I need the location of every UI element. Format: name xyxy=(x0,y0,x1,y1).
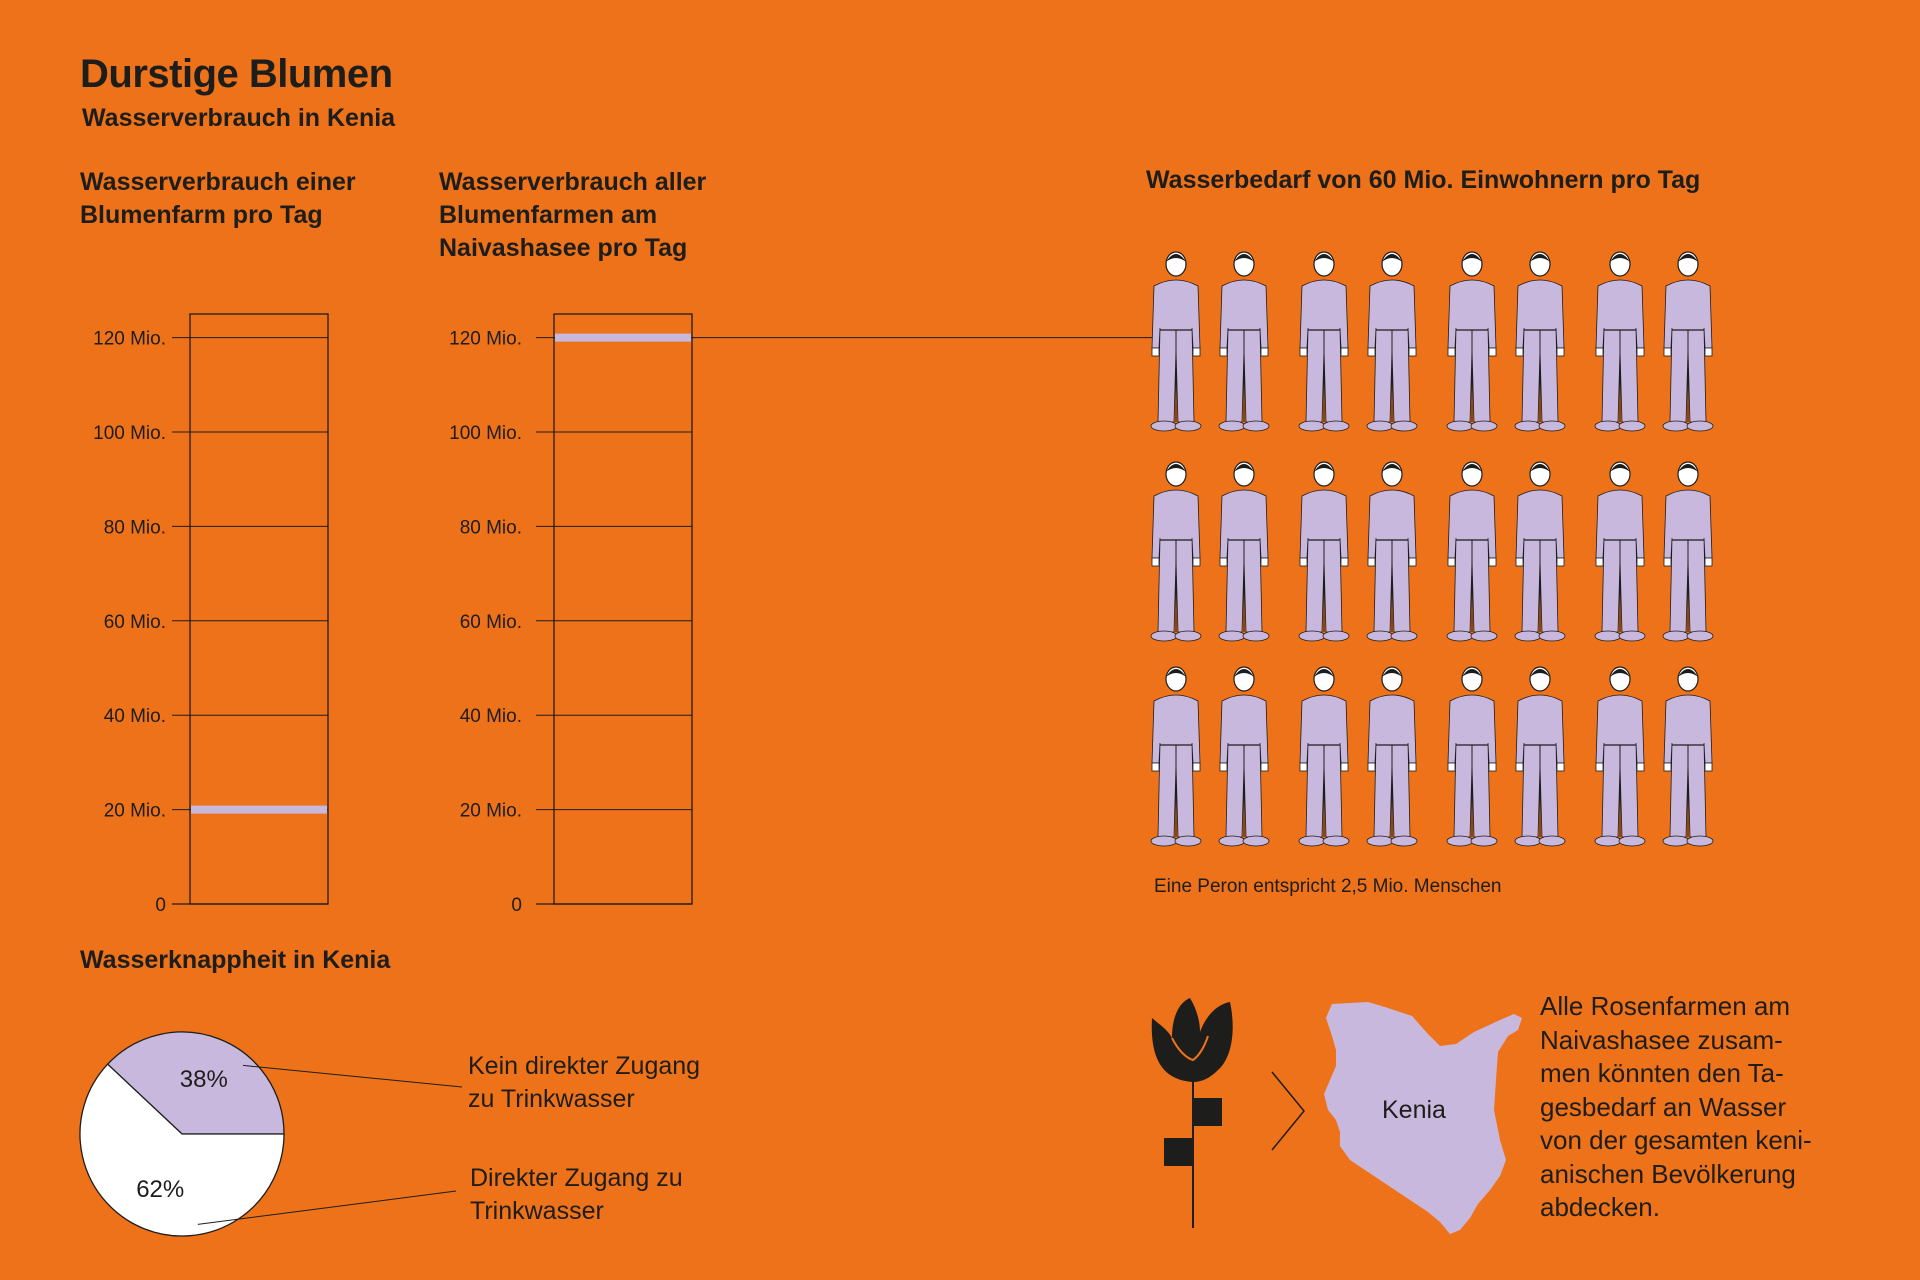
page-title: Durstige Blumen xyxy=(80,52,393,96)
chart2-title-line: Blumenfarmen am xyxy=(439,201,658,229)
pie-title: Wasserknappheit in Kenia xyxy=(80,946,391,974)
legend-line: Trinkwasser xyxy=(470,1197,604,1225)
description-line: anischen Bevölkerung xyxy=(1540,1158,1796,1189)
tick-label: 100 Mio. xyxy=(449,423,522,444)
tick-label: 20 Mio. xyxy=(103,800,166,822)
tick-label: 120 Mio. xyxy=(449,328,522,350)
legend-line: Kein direkter Zugang xyxy=(468,1052,701,1080)
tick-label: 120 Mio. xyxy=(93,328,166,350)
chart1-title-line: Blumenfarm pro Tag xyxy=(80,201,323,229)
tick-label: 60 Mio. xyxy=(103,611,166,633)
page-subtitle: Wasserverbrauch in Kenia xyxy=(82,104,396,132)
description-line: Alle Rosenfarmen am xyxy=(1540,991,1790,1021)
chart2-title-line: Naivashasee pro Tag xyxy=(439,234,688,262)
chevron-right-icon xyxy=(1272,1072,1304,1150)
chart1-title-line: Wasserverbrauch einer xyxy=(80,168,356,196)
kenya-map-label: Kenia xyxy=(1382,1096,1446,1124)
tick-label: 80 Mio. xyxy=(459,517,522,539)
legend-line: zu Trinkwasser xyxy=(468,1085,635,1113)
pictogram-note: Eine Peron entspricht 2,5 Mio. Menschen xyxy=(1154,876,1502,897)
tick-label: 0 xyxy=(511,895,522,916)
pie-value-label: 62% xyxy=(136,1176,185,1204)
tick-label: 100 Mio. xyxy=(93,423,166,444)
description-line: men könnten den Ta- xyxy=(1540,1058,1784,1088)
rose-icon xyxy=(1152,998,1233,1228)
description-line: Naivashasee zusam- xyxy=(1540,1024,1783,1055)
tick-label: 80 Mio. xyxy=(103,517,166,539)
tick-label: 60 Mio. xyxy=(459,611,522,633)
chart2-title-line: Wasserverbrauch aller xyxy=(439,168,707,196)
tick-label: 0 xyxy=(155,895,166,916)
tick-label: 40 Mio. xyxy=(459,706,522,728)
description-line: abdecken. xyxy=(1540,1192,1660,1222)
kenya-description xyxy=(1540,990,1870,1225)
pictogram-title: Wasserbedarf von 60 Mio. Einwohnern pro Tag xyxy=(1146,166,1701,194)
tick-label: 20 Mio. xyxy=(459,800,522,822)
tick-label: 40 Mio. xyxy=(103,706,166,728)
description-line: gesbedarf an Wasser xyxy=(1540,1091,1787,1122)
description-line: von der gesamten keni- xyxy=(1540,1125,1812,1155)
pie-value-label: 38% xyxy=(179,1065,228,1093)
legend-line: Direkter Zugang zu xyxy=(470,1164,683,1192)
